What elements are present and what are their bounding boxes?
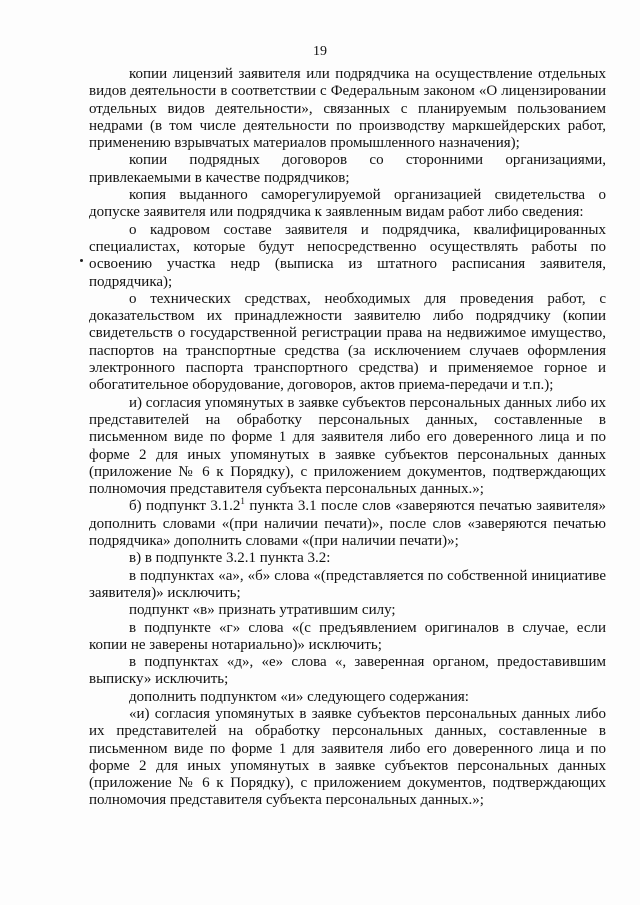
paragraph-technical-means: о технических средствах, необходимых для проведения работ, с доказательством их принадлежности заявителю либо подрядчику (копии свидетельств о государственной регистрации права на недвижимое имущество, паспортов на транспортные средства (за исключением случаев оформления электронного паспорта транспортного средства) и применяемое горное и обогатительное оборудование, договоров, актов приема-передачи и т.п.); xyxy=(89,290,606,394)
paragraph-certificate: копия выданного саморегулируемой организацией свидетельства о допуске заявителя или подрядчика к заявленным видам работ либо сведения: xyxy=(89,187,606,221)
paragraph-consent-i: и) согласия упомянутых в заявке субъектов персональных данных либо их представителей на обработку персональных данных, составленные в письменном виде по форме 1 для заявителя либо его доверенного лица и по форме 2 для иных упомянутых в заявке субъектов персональных данных (приложение № 6 к Порядку), с приложением документов, подтверждающих полномочия представителя субъекта персональных данных.»; xyxy=(89,394,606,498)
scan-speck xyxy=(80,259,83,262)
paragraph-licenses: копии лицензий заявителя или подрядчика на осуществление отдельных видов деятельности в соответствии с Федеральным законом «О лицензировании отдельных видов деятельности», связанных с планируемым пользованием недрами (в том числе деятельности по производству маркшейдерских работ, применению взрывчатых материалов промышленного назначения); xyxy=(89,66,606,152)
document-body xyxy=(89,66,606,810)
paragraph-personnel: о кадровом составе заявителя и подрядчика, квалифицированных специалистах, которые будут непосредственно осуществлять работы по освоению участка недр (выписка из штатного расписания заявителя, подрядчика); xyxy=(89,221,606,290)
paragraph-a-b-words: в подпунктах «а», «б» слова «(представляется по собственной инициативе заявителя)» исключить; xyxy=(89,567,606,601)
paragraph-v-void: подпункт «в» признать утратившим силу; xyxy=(129,602,396,619)
paragraph-b-superscript: 1 xyxy=(240,496,245,507)
paragraph-b-subpoint xyxy=(89,498,606,550)
paragraph-b-text-start: б) подпункт 3.1.2 xyxy=(129,498,241,515)
paragraph-b-text-end: пункта 3.1 после слов «заверяются печатью заявителя» дополнить словами «(при наличии печати)», после слов «заверяются печатью подрядчика» дополнить словами «(при наличии печати)»; xyxy=(89,498,606,550)
paragraph-d-e-words: в подпунктах «д», «е» слова «, заверенная органом, предоставившим выписку» исключить; xyxy=(89,654,606,688)
page-number: 19 xyxy=(313,44,327,59)
paragraph-v-subpoint: в) в подпункте 3.2.1 пункта 3.2: xyxy=(129,550,331,567)
paragraph-contracts: копии подрядных договоров со сторонними организациями, привлекаемыми в качестве подрядчиков; xyxy=(89,152,606,186)
paragraph-g-words: в подпункте «г» слова «(с предъявлением оригиналов в случае, если копии не заверены нотариально)» исключить; xyxy=(89,619,606,653)
paragraph-new-i: «и) согласия упомянутых в заявке субъектов персональных данных либо их представителей на обработку персональных данных, составленные в письменном виде по форме 1 для заявителя либо его доверенного лица и по форме 2 для иных упомянутых в заявке субъектов персональных данных (приложение № 6 к Порядку), с приложением документов, подтверждающих полномочия представителя субъекта персональных данных.»; xyxy=(89,705,606,809)
paragraph-add-i: дополнить подпунктом «и» следующего содержания: xyxy=(129,688,469,705)
